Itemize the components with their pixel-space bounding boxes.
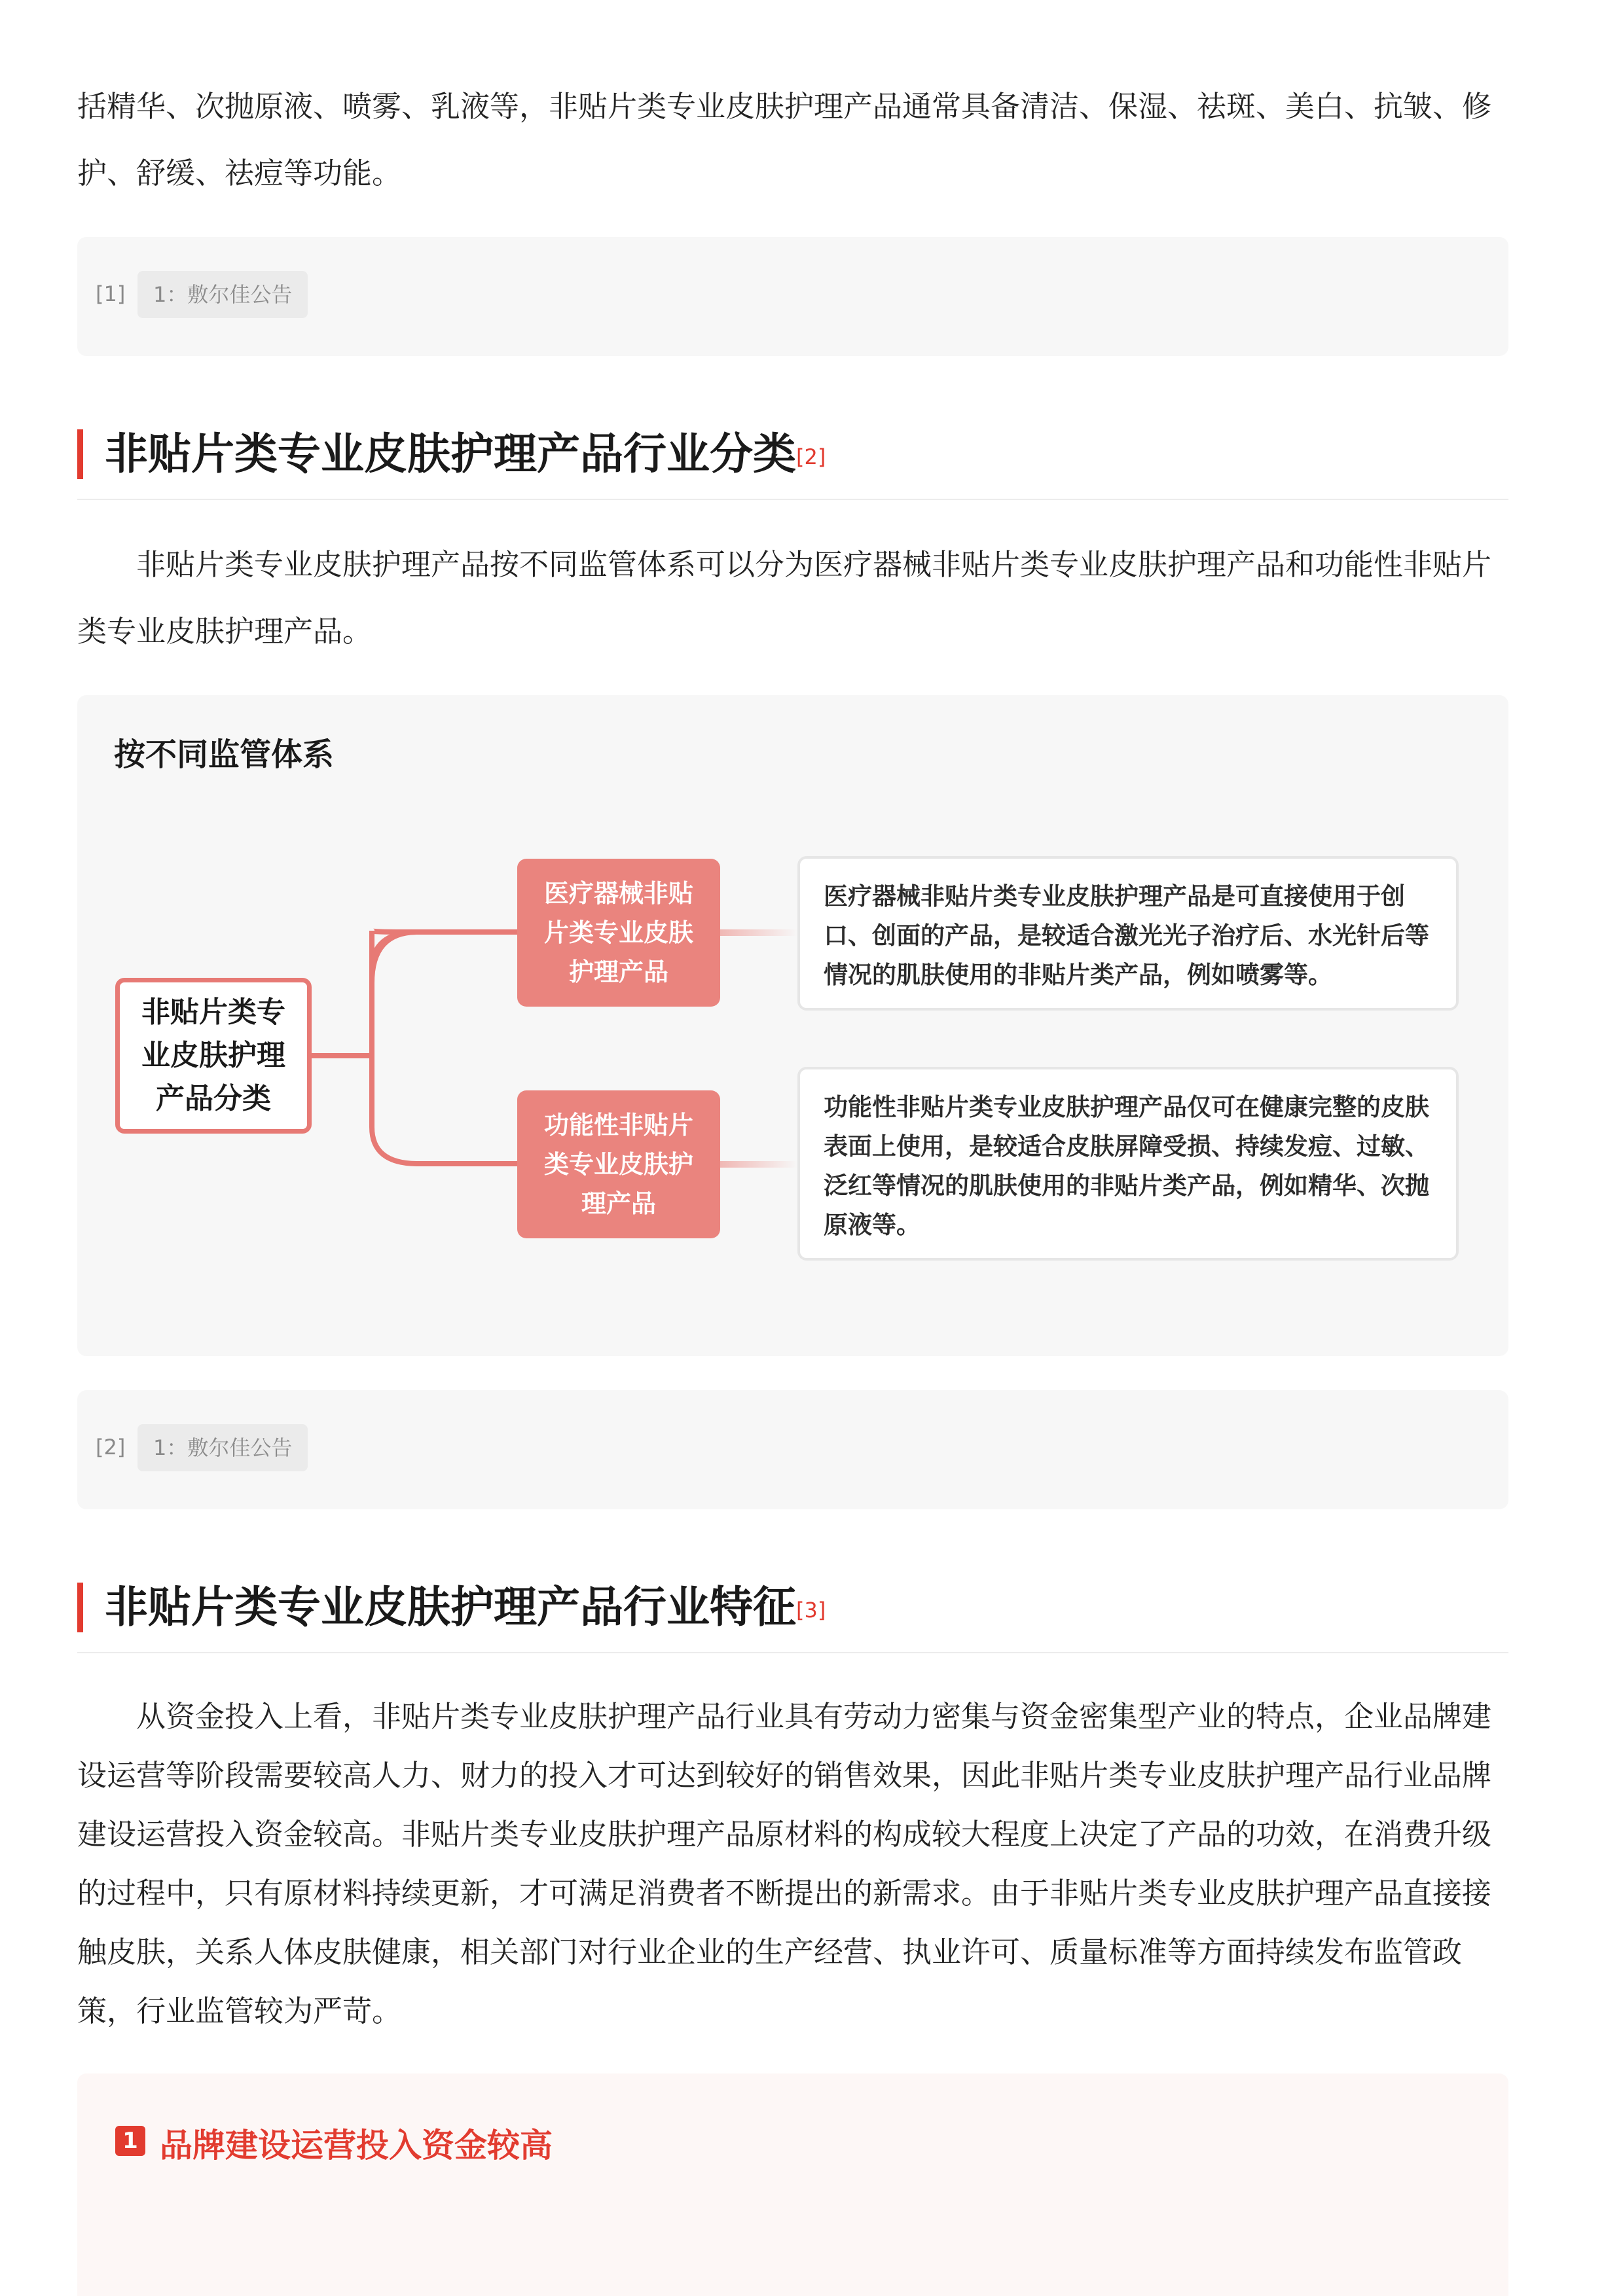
diagram-title: 按不同监管体系 [114, 736, 335, 773]
footnote-ref-2[interactable]: [2] [796, 444, 826, 469]
connector-branch-top [372, 931, 517, 1056]
features-paragraph: 从资金投入上看，非贴片类专业皮肤护理产品行业具有劳动力密集与资金密集型产业的特点，企业品牌建设运营等阶段需要较高人力、财力的投入才可达到较好的销售效果，因此非贴片类专业皮肤护理产品行业品牌建设运营投入资金较高。非贴片类专业皮肤护理产品原材料的构成较大程度上决定了产品的功效，在消费升级的过程中，只有原材料持续更新，才可满足消费者不断提出的新需求。由于非贴片类专业皮肤护理产品直接接触皮肤，关系人体皮肤健康，相关部门对行业企业的生产经营、执业许可、质量标准等方面持续发布监管政策，行业监管较为严苛。 [77, 1699, 1492, 2028]
feature-item-title: 品牌建设运营投入资金较高 [160, 2126, 553, 2164]
diagram-node-functional: 功能性非贴片类专业皮肤护理产品 [517, 1090, 720, 1238]
diagram-leaf-functional: 功能性非贴片类专业皮肤护理产品仅可在健康完整的皮肤表面上使用，是较适合皮肤屏障受损、持续发痘、过敏、泛红等情况的肌肤使用的非贴片类产品，例如精华、次抛原液等。 [797, 1067, 1459, 1261]
reference-number: [1] [96, 281, 126, 306]
reference-box-2 [77, 1390, 1508, 1509]
section-title [105, 1576, 826, 1639]
footnote-ref-3[interactable]: [3] [796, 1598, 826, 1623]
reference-source-link[interactable]: 1：敷尔佳公告 [137, 271, 308, 318]
reference-source-link[interactable]: 1：敷尔佳公告 [137, 1424, 308, 1471]
diagram-root-node: 非贴片类专业皮肤护理产品分类 [115, 978, 312, 1134]
classification-diagram [77, 695, 1508, 1356]
feature-number-badge: 1 [115, 2126, 145, 2156]
connector-branch-bottom [372, 1056, 517, 1164]
intro-line-1: 括精华、次抛原液、喷雾、乳液等，非贴片类专业皮肤护理产品通常具备清洁、保湿、祛斑、美白、抗皱、修 [77, 89, 1492, 124]
section-title-text: 非贴片类专业皮肤护理产品行业分类 [105, 429, 796, 479]
reference-box-1 [77, 237, 1508, 356]
section-heading-classification [77, 415, 1508, 500]
section-heading-features [77, 1568, 1508, 1653]
diagram-leaf-medical-device: 医疗器械非贴片类专业皮肤护理产品是可直接使用于创口、创面的产品，是较适合激光光子治疗后、水光针后等情况的肌肤使用的非贴片类产品，例如喷雾等。 [797, 856, 1459, 1011]
heading-accent-bar [77, 429, 83, 479]
diagram-node-medical-device: 医疗器械非贴片类专业皮肤护理产品 [517, 859, 720, 1007]
section-title-text: 非贴片类专业皮肤护理产品行业特征 [105, 1582, 796, 1632]
classification-paragraph: 非贴片类专业皮肤护理产品按不同监管体系可以分为医疗器械非贴片类专业皮肤护理产品和功能性非贴片类专业皮肤护理产品。 [77, 547, 1492, 649]
section-title [105, 423, 826, 486]
feature-item-box [77, 2073, 1508, 2296]
heading-accent-bar [77, 1583, 83, 1632]
connector-leaf-top [720, 929, 797, 936]
intro-line-2: 护、舒缓、祛痘等功能。 [77, 156, 402, 190]
reference-number: [2] [96, 1435, 126, 1460]
connector-leaf-bottom [720, 1161, 797, 1168]
